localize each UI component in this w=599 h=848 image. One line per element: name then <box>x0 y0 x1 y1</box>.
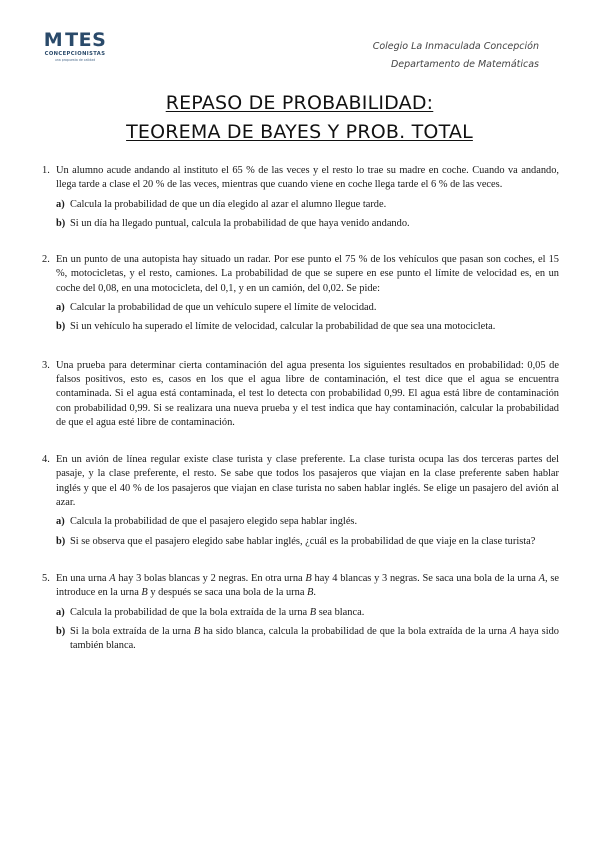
statement-text: hay 4 blancas y 3 negras. Se saca una bola de la urna <box>311 572 539 584</box>
statement-text: En una urna <box>56 572 110 584</box>
problem-number: 2. <box>42 254 50 266</box>
problem-body <box>56 253 559 334</box>
question-a <box>56 301 559 315</box>
question-text <box>70 625 559 654</box>
question-text: Si un día ha llegado puntual, calcula la probabilidad de que haya venido andando. <box>70 217 410 229</box>
question-a <box>56 606 559 620</box>
problem-list <box>42 164 559 653</box>
question-b <box>56 535 559 549</box>
problem-body <box>56 453 559 549</box>
page-subtitle: TEOREMA DE BAYES Y PROB. TOTAL <box>126 121 473 143</box>
problem-number: 3. <box>42 359 50 371</box>
problem-statement: Una prueba para determinar cierta contaminación del agua presenta los siguientes resultados en probabilidad: 0,05 de falsos positivos, esto es, casos en los que el agua libre de contaminación, el test dice que el agua se encuentra contaminada. Si el agua está contaminada, el test lo detecta con probabilidad 0,99. El agua está libre de contaminación con probabilidad 0,99. Si se realizara una nueva prueba y el test indica que hay contaminación, calcular la probabilidad de que el agua esté libre de contaminación. <box>56 359 559 428</box>
question-text-part: ha sido blanca, calcula la probabilidad de que la bola extraída de la urna <box>200 625 510 637</box>
department-name: Departamento de Matemáticas <box>390 59 539 70</box>
statement-text: y después se saca una bola de la urna <box>147 587 308 599</box>
urn-variable: B <box>309 606 317 618</box>
urn-variable: A <box>109 572 116 584</box>
question-text: Si un vehículo ha superado el límite de velocidad, calcular la probabilidad de que sea una motocicleta. <box>70 321 496 333</box>
question-b <box>56 320 559 334</box>
problem-2 <box>42 253 559 334</box>
question-text-part: Calcula la probabilidad de que la bola extraída de la urna <box>70 606 310 618</box>
question-text: Calcula la probabilidad de que el pasajero elegido sepa hablar inglés. <box>70 516 358 528</box>
question-text: Si se observa que el pasajero elegido sabe hablar inglés, ¿cuál es la probabilidad de que viaje en la clase turista? <box>70 535 536 547</box>
question-label: a) <box>56 606 65 618</box>
problem-number: 4. <box>42 454 50 466</box>
problem-statement: En un punto de una autopista hay situado un radar. Por ese punto el 75 % de los vehículos que pasan son coches, el 15 %, motocicletas, y el resto, camiones. La probabilidad de que se supere en ese punto el límite de velocidad es, en un coche del 0,08, en una motocicleta, del 0,1, y en un camión, del 0,02. Se pide: <box>56 254 559 294</box>
problem-1 <box>42 164 559 231</box>
problem-3 <box>42 359 559 430</box>
page-title: REPASO DE PROBABILIDAD: <box>165 92 434 114</box>
question-text <box>70 606 559 620</box>
urn-variable: B <box>305 572 312 584</box>
urn-variable: B <box>193 625 201 637</box>
problem-body <box>56 359 559 430</box>
question-label: a) <box>56 302 65 314</box>
urn-variable: A <box>509 625 517 637</box>
problem-number: 5. <box>42 572 50 584</box>
question-text-part: haya sido también blanca. <box>70 625 560 652</box>
question-b <box>56 217 559 231</box>
problem-body <box>56 164 559 231</box>
question-text: Calcula la probabilidad de que un día elegido al azar el alumno llegue tarde. <box>70 198 387 210</box>
question-label: a) <box>56 198 65 210</box>
problem-statement <box>56 572 559 601</box>
logo-letter-m: M <box>43 29 64 51</box>
logo-letters-tes: TES <box>65 29 107 51</box>
problem-5 <box>42 572 559 653</box>
question-a <box>56 198 559 212</box>
question-text-part: sea blanca. <box>316 606 365 618</box>
question-label: b) <box>56 217 66 229</box>
logo-subtitle: CONCEPCIONISTAS <box>44 51 106 57</box>
school-name: Colegio La Inmaculada Concepción <box>372 41 539 52</box>
question-label: b) <box>56 625 66 637</box>
problem-statement: En un avión de línea regular existe clase turista y clase preferente. La clase turista ocupa las dos terceras partes del pasaje, y la clase preferente, el resto. Se sabe que todos los pasajeros que viajan en la clase preferente saben hablar inglés y que el 40 % de los pasajeros que viajan en clase turista no saben hablar inglés. Se elige un pasajero del avión al azar. <box>56 454 559 509</box>
logo-tagline: una propuesta de calidad <box>54 58 96 62</box>
statement-text: , se introduce en la urna <box>56 572 559 599</box>
urn-variable: B <box>307 587 314 599</box>
question-text-part: Si la bola extraída de la urna <box>70 625 194 637</box>
question-label: a) <box>56 516 65 528</box>
urn-variable: B <box>141 587 148 599</box>
question-b <box>56 625 559 654</box>
problem-statement: Un alumno acude andando al instituto el 65 % de las veces y el resto lo trae su madre en coche. Cuando va andando, llega tarde a clase el 20 % de las veces, mientras que cuando viene en coche llega tarde el 6 % de las veces. <box>56 165 559 191</box>
urn-variable: A <box>538 572 545 584</box>
school-header <box>373 38 539 74</box>
logo-wordmark <box>44 30 106 50</box>
problem-number: 1. <box>42 165 50 176</box>
question-text: Calcular la probabilidad de que un vehículo supere el límite de velocidad. <box>70 302 377 314</box>
school-logo <box>44 30 106 62</box>
statement-text: hay 3 bolas blancas y 2 negras. En otra urna <box>115 572 306 584</box>
problem-body <box>56 572 559 653</box>
problem-4 <box>42 453 559 549</box>
question-a <box>56 515 559 529</box>
question-label: b) <box>56 535 66 547</box>
question-label: b) <box>56 321 66 333</box>
statement-text: . <box>313 587 316 599</box>
